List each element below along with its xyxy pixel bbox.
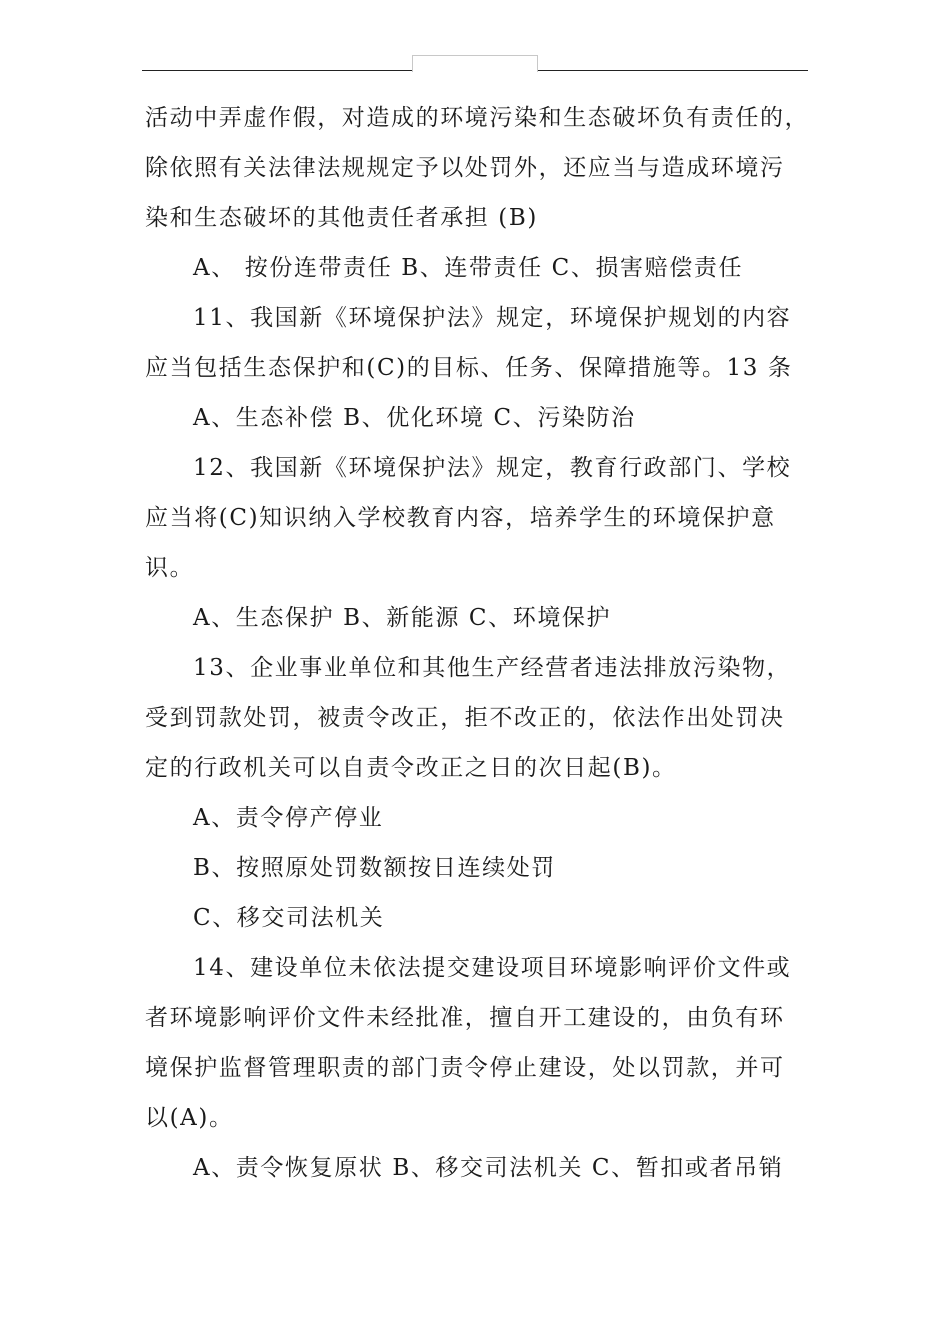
text-line: 除依照有关法律法规规定予以处罚外，还应当与造成环境污 [145, 155, 785, 181]
text-line: 境保护监督管理职责的部门责令停止建设，处以罚款，并可 [145, 1055, 785, 1081]
text-line: A、生态保护 B、新能源 C、环境保护 [193, 605, 612, 631]
text-line: 者环境影响评价文件未经批准，擅自开工建设的，由负有环 [145, 1005, 785, 1031]
text-line: 12、我国新《环境保护法》规定，教育行政部门、学校 [193, 455, 792, 481]
text-line: 识。 [145, 555, 195, 581]
text-line: 定的行政机关可以自责令改正之日的次日起(B)。 [145, 755, 677, 781]
text-line: 11、我国新《环境保护法》规定，环境保护规划的内容 [193, 305, 792, 331]
text-line: 14、建设单位未依法提交建设项目环境影响评价文件或 [193, 955, 792, 981]
document-body [145, 93, 815, 1193]
text-line: 受到罚款处罚，被责令改正，拒不改正的，依法作出处罚决 [145, 705, 785, 731]
text-line: A、 按份连带责任 B、连带责任 C、损害赔偿责任 [193, 255, 744, 281]
header-tab [412, 55, 538, 72]
text-line: 13、企业事业单位和其他生产经营者违法排放污染物， [193, 655, 792, 681]
text-line: A、责令停产停业 [193, 805, 384, 831]
text-line: 应当将(C)知识纳入学校教育内容，培养学生的环境保护意 [145, 505, 776, 531]
text-line: 染和生态破坏的其他责任者承担 (B) [145, 205, 538, 231]
text-line: 应当包括生态保护和(C)的目标、任务、保障措施等。13 条 [145, 355, 793, 381]
text-line: 以(A)。 [145, 1105, 234, 1131]
text-line: 活动中弄虚作假，对造成的环境污染和生态破坏负有责任的， [145, 105, 810, 131]
text-line: B、按照原处罚数额按日连续处罚 [193, 855, 556, 881]
text-line: A、责令恢复原状 B、移交司法机关 C、暂扣或者吊销 [193, 1155, 784, 1181]
text-line: A、生态补偿 B、优化环境 C、污染防治 [193, 405, 636, 431]
text-line: C、移交司法机关 [193, 905, 385, 931]
